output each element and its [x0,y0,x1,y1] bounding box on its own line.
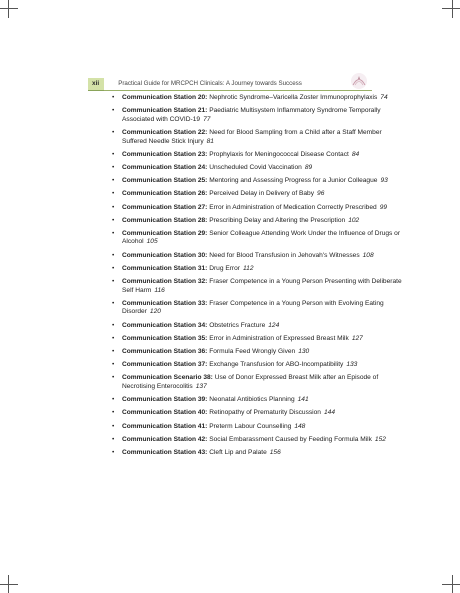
entry-title: Nephrotic Syndrome–Varicella Zoster Immunoprophylaxis [209,94,378,101]
entry-title: Obstetrics Fracture [209,321,266,329]
contents-entry [112,190,402,199]
crop-mark [452,0,453,18]
entry-page-number: 148 [294,422,306,430]
entry-title: Drug Error [209,264,240,272]
entry-title: Need for Blood Sampling from a Child after a Staff Member Suffered Needle Stick Injury [122,128,382,145]
contents-entry [112,300,402,317]
bullet-icon: • [112,107,115,115]
entry-label: Communication Station 20: [122,94,208,101]
entry-label: Communication Station 24: [122,163,208,171]
entry-label: Communication Station 40: [122,409,208,417]
entry-page-number: 105 [146,238,158,246]
entry-title: Fraser Competence in a Young Person with Evolving Eating Disorder [122,299,384,316]
bullet-icon: • [112,229,115,237]
entry-page-number: 124 [268,321,280,329]
bullet-icon: • [112,347,115,355]
entry-page-number: 120 [149,308,161,316]
page-number: xii [88,78,104,91]
entry-label: Communication Station 21: [122,107,208,115]
entry-title: Paediatric Multisystem Inflammatory Syndrome Temporally Associated with COVID-19 [122,107,381,123]
entry-title: Use of Donor Expressed Breast Milk after an Episode of Necrotising Enterocolitis [122,374,379,390]
bullet-icon: • [112,374,115,382]
entry-title: Fraser Competence in a Young Person Presenting with Deliberate Self Harm [122,278,402,294]
crop-mark [442,584,460,585]
contents-entry [112,164,402,173]
contents-entry [112,217,402,226]
entry-title: Error in Administration of Expressed Breast Milk [209,334,349,342]
contents-entry [112,252,402,261]
contents-entry [112,348,402,357]
entry-title: Exchange Transfusion for ABO-Incompatibility [209,361,344,369]
entry-label: Communication Station 29: [122,229,208,237]
contents-entry [112,396,402,405]
running-title: Practical Guide for MRCPCH Clinicals: A Journey towards Success [104,78,372,91]
bullet-icon: • [112,422,115,430]
entry-title: Cleft Lip and Palate [209,448,267,456]
crop-mark [442,8,460,9]
entry-label: Communication Station 33: [122,299,208,307]
entry-page-number: 130 [298,347,310,355]
contents-entry [112,335,402,344]
entry-label: Communication Station 27: [122,203,208,211]
entry-page-number: 144 [323,409,335,417]
entry-label: Communication Scenario 38: [122,374,213,382]
entry-page-number: 96 [317,190,325,198]
bullet-icon: • [112,251,115,259]
crop-mark [8,0,9,18]
entry-page-number: 102 [348,216,360,224]
entry-label: Communication Station 23: [122,150,208,158]
entry-page-number: 74 [380,94,388,101]
entry-label: Communication Station 28: [122,216,208,224]
entry-page-number: 116 [154,286,165,294]
contents-entry [112,361,402,370]
contents-entry [112,151,402,160]
entry-title: Social Embarassment Caused by Feeding Formula Milk [209,435,372,443]
bullet-icon: • [112,177,115,185]
entry-page-number: 93 [380,177,388,185]
entry-label: Communication Station 43: [122,448,208,456]
entry-page-number: 112 [242,264,254,272]
book-logo-icon [348,70,370,92]
entry-title: Formula Feed Wrongly Given [209,347,296,355]
contents-entry [112,278,402,295]
entry-page-number: 156 [269,448,281,456]
entry-page-number: 108 [362,251,374,259]
entry-title: Retinopathy of Prematurity Discussion [209,409,321,417]
entry-title: Unscheduled Covid Vaccination [209,163,302,171]
entry-page-number: 81 [206,137,214,145]
entry-label: Communication Station 41: [122,422,208,430]
bullet-icon: • [112,94,115,101]
entry-label: Communication Station 42: [122,435,208,443]
entry-title: Prescribing Delay and Altering the Prescription [209,216,346,224]
bullet-icon: • [112,150,115,158]
bullet-icon: • [112,448,115,456]
bullet-icon: • [112,299,115,307]
contents-entry [112,204,402,213]
contents-entry [112,129,402,146]
entry-title: Prophylaxis for Meningococcal Disease Contact [209,150,349,158]
contents-entry [112,265,402,274]
bullet-icon: • [112,321,115,329]
entry-title: Error in Administration of Medication Correctly Prescribed [209,203,377,211]
contents-entry [112,449,402,458]
bullet-icon: • [112,361,115,369]
entry-label: Communication Station 22: [122,128,208,136]
entry-label: Communication Station 32: [122,278,208,286]
entry-page-number: 133 [346,361,358,369]
contents-entry [112,374,402,391]
contents-entry [112,230,402,247]
entry-label: Communication Station 34: [122,321,208,329]
bullet-icon: • [112,409,115,417]
entry-page-number: 84 [351,150,360,158]
crop-mark [0,8,18,9]
bullet-icon: • [112,190,115,198]
entry-title: Preterm Labour Counselling [209,422,292,430]
bullet-icon: • [112,163,115,171]
contents-entry [112,409,402,418]
entry-page-number: 89 [304,163,313,171]
bullet-icon: • [112,278,115,286]
entry-page-number: 77 [203,115,211,123]
entry-page-number: 99 [379,203,388,211]
entry-label: Communication Station 30: [122,251,208,259]
entry-title: Mentoring and Assessing Progress for a Junior Colleague [209,177,378,185]
contents-entry [112,177,402,186]
bullet-icon: • [112,128,115,136]
bullet-icon: • [112,203,115,211]
entry-page-number: 152 [374,435,386,443]
entry-label: Communication Station 35: [122,334,208,342]
entry-title: Neonatal Antibiotics Planning [209,396,295,404]
bullet-icon: • [112,216,115,224]
page-header [88,77,372,91]
contents-entry [112,322,402,331]
entry-title: Senior Colleague Attending Work Under the Influence of Drugs or Alcohol [122,229,401,246]
entry-page-number: 137 [195,382,207,390]
contents-entry [112,436,402,445]
bullet-icon: • [112,396,115,404]
crop-mark [0,584,18,585]
entry-label: Communication Station 37: [122,361,208,369]
bullet-icon: • [112,264,115,272]
entry-page-number: 127 [351,334,363,342]
contents-list [112,94,402,462]
entry-label: Communication Station 36: [122,347,208,355]
entry-page-number: 141 [297,396,309,404]
bullet-icon: • [112,435,115,443]
entry-label: Communication Station 31: [122,264,208,272]
entry-label: Communication Station 25: [122,177,208,185]
contents-entry [112,107,402,124]
entry-label: Communication Station 39: [122,396,208,404]
entry-title: Need for Blood Transfusion in Jehovah's Witnesses [209,251,360,259]
entry-label: Communication Station 26: [122,190,208,198]
entry-title: Perceived Delay in Delivery of Baby [209,190,315,198]
bullet-icon: • [112,334,115,342]
contents-entry [112,94,402,103]
contents-entry [112,423,402,432]
